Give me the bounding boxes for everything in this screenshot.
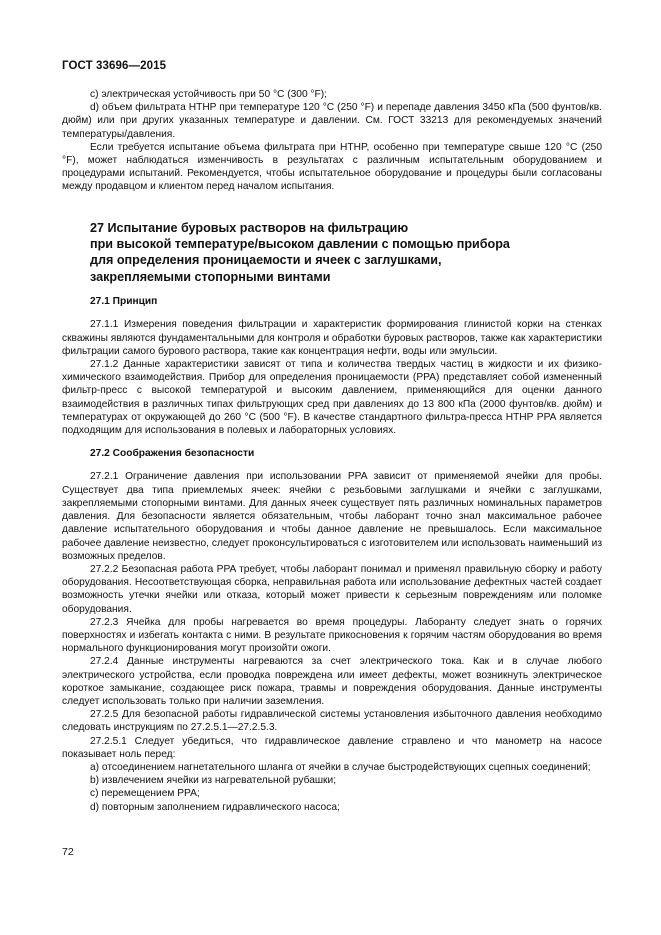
list-item-d: d) объем фильтрата HTHP при температуре 120 °C (250 °F) и перепаде давления 3450 кПа (500 фунтов/кв. дюйм) или при других указанных температуре и давлении. См. ГОСТ 33213 для рекомендуемых значений температуры/давления.	[62, 102, 602, 140]
page-number: 72	[62, 846, 74, 858]
clause-paragraph: 27.2.1 Ограничение давления при использовании PPA зависит от применяемой ячейки для пробы. Существует два типа приемлемых ячеек: ячейки с резьбовыми заглушками и ячейки с заглушками, закрепляемыми стопорными винтами. Для данных ячеек существует пять различных номинальных параметров давления. Для безопасности является обязательным, чтобы лаборант точно знал максимальное рабочее давление испытательного оборудования и чтобы данное давление не превышалось. Если максимальное рабочее давление неизвестно, следует проконсультироваться с изготовителем или использовать наименьший из возможных пределов.	[62, 471, 602, 562]
document-body	[62, 88, 602, 814]
clause-paragraph: 27.2.4 Данные инструменты нагреваются за счет электрического тока. Как и в случае любого электрического устройства, если проводка повреждена или имеет дефекты, может возникнуть электрическое короткое замыкание, создающее риск пожара, травмы и повреждения оборудования. Данные инструменты следует использовать только при наличии заземления.	[62, 656, 602, 707]
list-item-c: c) электрическая устойчивость при 50 °C (300 °F);	[90, 89, 327, 100]
list-item-d: d) повторным заполнением гидравлического насоса;	[90, 801, 340, 813]
spacer	[62, 437, 602, 447]
list-item-a: a) отсоединением нагнетательного шланга от ячейки в случае быстродействующих сцепных соединений;	[90, 761, 591, 773]
spacer	[62, 194, 602, 207]
section-title-line: закрепляемыми стопорными винтами	[90, 269, 331, 284]
clause-paragraph: 27.2.5 Для безопасной работы гидравлической системы установления избыточного давления необходимо следовать инструкциям по 27.2.5.1—27.2.5.3.	[62, 709, 602, 734]
section-title-line: 27 Испытание буровых растворов на фильтрацию	[90, 220, 409, 235]
section-title	[62, 220, 602, 286]
clause-paragraph: 27.2.2 Безопасная работа PPA требует, чтобы лаборант понимал и применял правильную сборку и работу оборудования. Несоответствующая сборка, неправильная работа или использование дефектных частей создает возможность утечки ячейки или отказа, который может привести к серьезным повреждениям или поломке оборудования.	[62, 563, 602, 615]
clause-paragraph: 27.2.5.1 Следует убедиться, что гидравлическое давление стравлено и что манометр на насосе показывает ноль перед:	[62, 735, 602, 760]
clause-paragraph: 27.2.3 Ячейка для пробы нагревается во время процедуры. Лаборанту следует знать о горячих поверхностях и избегать контакта с ними. В результате прикосновения к горячим частям оборудования во время нормального функционирования могут произойти ожоги.	[62, 616, 602, 655]
clause-paragraph: 27.1.1 Измерения поведения фильтрации и характеристик формирования глинистой корки на стенках скважины являются фундаментальными для контроля и обработки буровых растворов, также как характеристики фильтрации самого бурового раствора, такие как концентрация нефти, воды или эмульсии.	[62, 319, 603, 357]
list-item-c: c) перемещением PPA;	[90, 788, 200, 800]
clause-paragraph: 27.1.2 Данные характеристики зависят от типа и количества твердых частиц в жидкости и их физико-химического взаимодействия. Прибор для определения проницаемости (PPA) представляет собой измененный фильтр-пресс с высокой температурой и высоким давлением, применяющийся для оценки данного взаимодействия в различных типах фильтрующих сред при давлениях до 13 800 кПа (2000 фунтов/кв. дюйм) и температурах от окружающей до 260 °C (500 °F). В качестве стандартного фильтра-пресса HTHP PPA является подходящим для использования в полевых и лабораторных условиях.	[62, 359, 602, 437]
note-paragraph: Если требуется испытание объема фильтрата при HTHP, особенно при температуре свыше 120 °C (250 °F), может наблюдаться изменчивость в результатах с различным испытательным оборудованием и процедурами испытаний. Рекомендуется, чтобы испытательное оборудование и процедуры были согласованы между продавцом и клиентом перед началом испытания.	[62, 141, 602, 193]
section-title-line: для определения проницаемости и ячеек с заглушками,	[90, 253, 442, 268]
subsection-heading: 27.1 Принцип	[90, 296, 158, 308]
spacer	[62, 207, 602, 220]
section-title-line: при высокой температуре/высоком давлении с помощью прибора	[90, 237, 510, 252]
spacer	[62, 308, 602, 318]
standard-header: ГОСТ 33696—2015	[62, 60, 167, 72]
subsection-heading: 27.2 Соображения безопасности	[90, 448, 255, 460]
spacer	[62, 460, 602, 470]
spacer	[62, 285, 602, 295]
list-item-b: b) извлечением ячейки из нагревательной рубашки;	[90, 775, 337, 787]
